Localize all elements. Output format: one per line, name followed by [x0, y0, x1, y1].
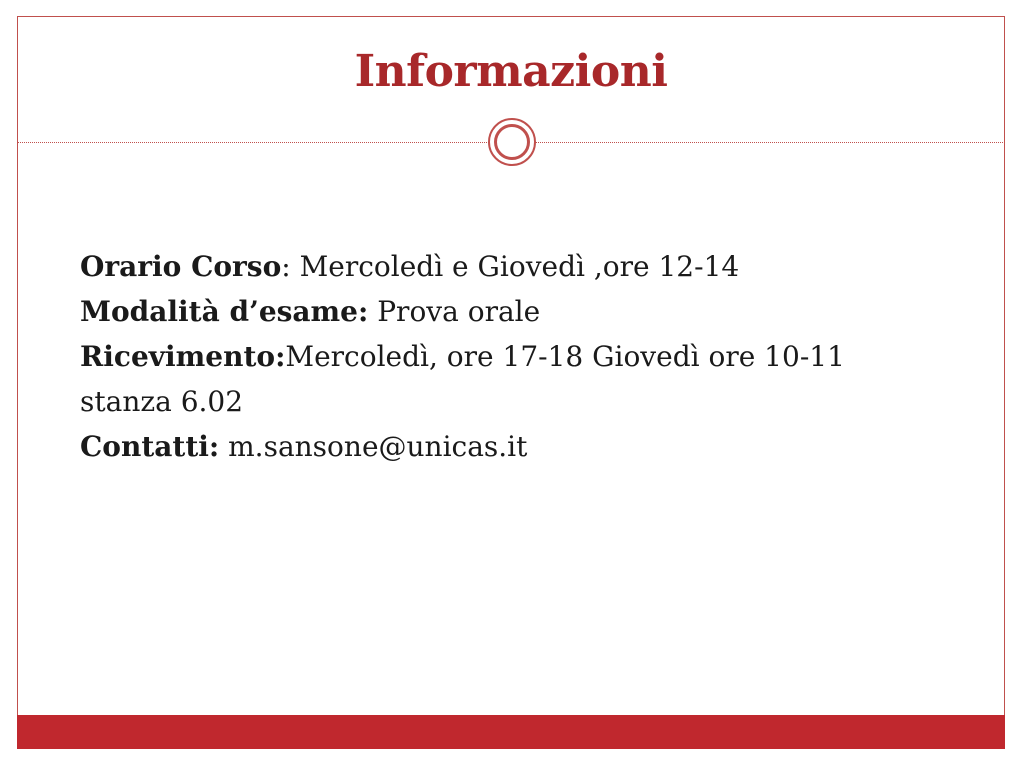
info-text — [80, 244, 940, 469]
slide-title: Informazioni — [354, 46, 668, 97]
ricevimento-label: Ricevimento: — [80, 340, 286, 373]
ricevimento-value: Mercoledì, ore 17-18 Giovedì ore 10-11 stanza 6.02 — [80, 340, 845, 418]
orario-line — [80, 244, 940, 289]
bottom-accent-bar — [17, 715, 1005, 749]
double-circle-icon — [488, 118, 536, 166]
inner-circle — [494, 124, 530, 160]
ricevimento-line — [80, 334, 940, 424]
contatti-email-link[interactable]: m.sansone@unicas.it — [219, 430, 528, 463]
modalita-label: Modalità d’esame: — [80, 295, 369, 328]
orario-label: Orario Corso — [80, 250, 282, 283]
orario-value: : Mercoledì e Giovedì ,ore 12-14 — [281, 250, 740, 283]
contatti-label: Contatti: — [80, 430, 220, 463]
modalita-value: Prova orale — [368, 295, 541, 328]
contatti-line — [80, 424, 940, 469]
modalita-line — [80, 289, 940, 334]
